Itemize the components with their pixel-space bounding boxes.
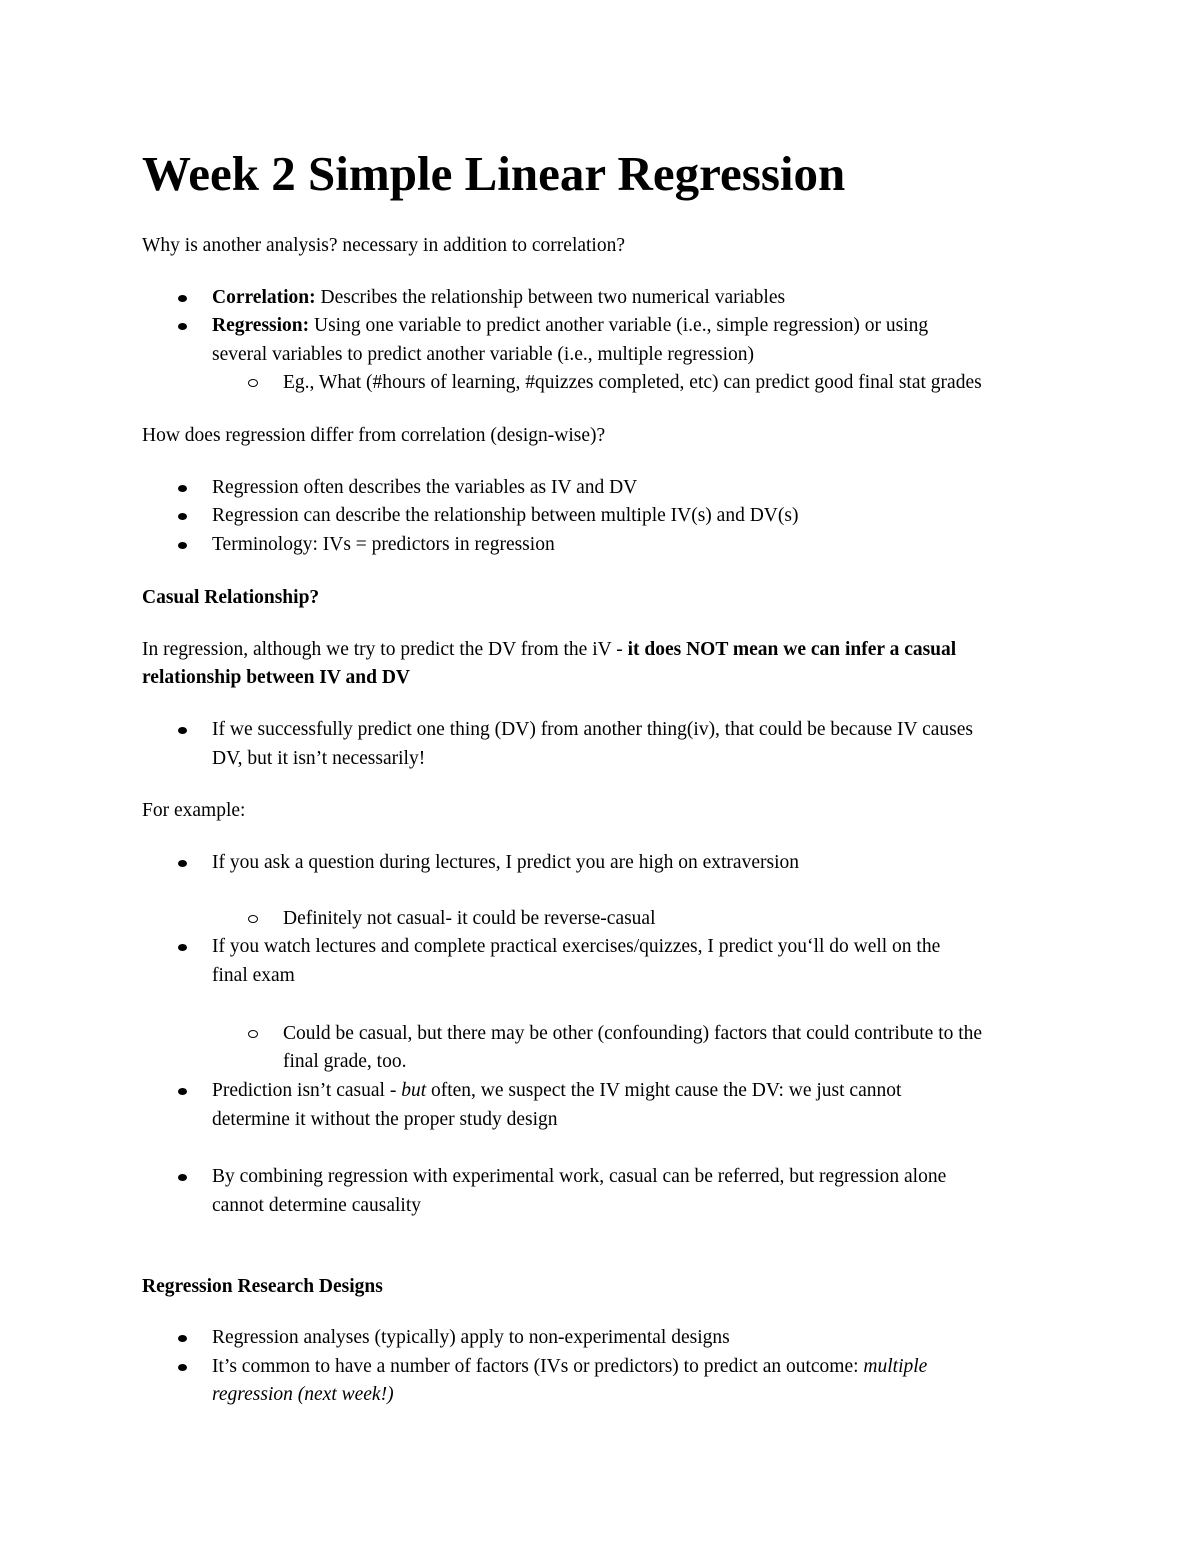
example-label: For example: — [142, 800, 246, 821]
regression-label: Regression: — [212, 315, 310, 336]
list-item-cont: cannot determine causality — [212, 1195, 421, 1216]
correlation-text: Describes the relationship between two numerical variables — [315, 287, 786, 308]
paragraph-bold-text: it does NOT mean we can infer a casual — [627, 639, 957, 660]
list-item: If you ask a question during lectures, I predict you are high on extraversion — [212, 852, 799, 873]
item-italic-text: multiple — [863, 1356, 928, 1377]
paragraph-bold-text: relationship between IV and DV — [142, 667, 410, 688]
bullet-icon — [178, 542, 187, 549]
section-heading-causal — [142, 584, 319, 613]
list-item: If we successfully predict one thing (DV) from another thing(iv), that could be because IV causes — [212, 719, 973, 740]
bullet-icon — [178, 944, 187, 951]
page-title: Week 2 Simple Linear Regression — [142, 146, 846, 201]
sub-item-cont: final grade, too. — [283, 1051, 407, 1072]
sub-item: Definitely not casual- it could be reverse-casual — [283, 908, 656, 929]
bullet-icon — [178, 1335, 187, 1342]
circle-bullet-icon — [248, 379, 258, 387]
heading-text: Casual Relationship? — [142, 587, 320, 608]
paragraph-text: In regression, although we try to predict the DV from the iV - — [142, 639, 628, 660]
item-italic-text: but — [401, 1080, 427, 1101]
intro-question: Why is another analysis? necessary in addition to correlation? — [142, 235, 626, 256]
heading-text: Regression Research Designs — [142, 1276, 383, 1297]
bullet-icon — [178, 485, 187, 492]
causal-paragraph — [142, 636, 956, 665]
list-item: Regression often describes the variables as IV and DV — [212, 477, 638, 498]
list-item-regression — [212, 312, 928, 341]
bullet-icon — [178, 295, 187, 302]
circle-bullet-icon — [248, 915, 258, 923]
list-item: Terminology: IVs = predictors in regression — [212, 534, 555, 555]
circle-bullet-icon — [248, 1030, 258, 1038]
list-item-cont: determine it without the proper study design — [212, 1109, 558, 1130]
bullet-icon — [178, 513, 187, 520]
bullet-icon — [178, 323, 187, 330]
list-item-regression-cont: several variables to predict another variable (i.e., multiple regression) — [212, 344, 754, 365]
list-item: By combining regression with experimental work, casual can be referred, but regression alone — [212, 1166, 947, 1187]
list-item: If you watch lectures and complete practical exercises/quizzes, I predict you‘ll do well on the — [212, 936, 941, 957]
sub-item-example: Eg., What (#hours of learning, #quizzes completed, etc) can predict good final stat grades — [283, 372, 982, 393]
bullet-icon — [178, 1364, 187, 1371]
bullet-icon — [178, 727, 187, 734]
causal-paragraph-cont — [142, 664, 410, 693]
design-question: How does regression differ from correlation (design-wise)? — [142, 425, 606, 446]
list-item-correlation — [212, 284, 785, 313]
item-text: often, we suspect the IV might cause the DV: we just cannot — [426, 1080, 902, 1101]
sub-item: Could be casual, but there may be other (confounding) factors that could contribute to the — [283, 1023, 983, 1044]
list-item: Regression analyses (typically) apply to non-experimental designs — [212, 1327, 730, 1348]
section-heading-research — [142, 1273, 383, 1302]
regression-text: Using one variable to predict another variable (i.e., simple regression) or using — [309, 315, 929, 336]
correlation-label: Correlation: — [212, 287, 316, 308]
list-item — [212, 1353, 927, 1382]
bullet-icon — [178, 860, 187, 867]
list-item-cont: DV, but it isn’t necessarily! — [212, 748, 426, 769]
item-text: It’s common to have a number of factors (IVs or predictors) to predict an outcome: — [212, 1356, 864, 1377]
list-item-cont: final exam — [212, 965, 295, 986]
item-text: Prediction isn’t casual - — [212, 1080, 402, 1101]
item-italic-text: regression (next week!) — [212, 1384, 394, 1405]
list-item — [212, 1077, 901, 1106]
list-item-cont — [212, 1381, 394, 1410]
bullet-icon — [178, 1174, 187, 1181]
bullet-icon — [178, 1088, 187, 1095]
list-item: Regression can describe the relationship between multiple IV(s) and DV(s) — [212, 505, 799, 526]
